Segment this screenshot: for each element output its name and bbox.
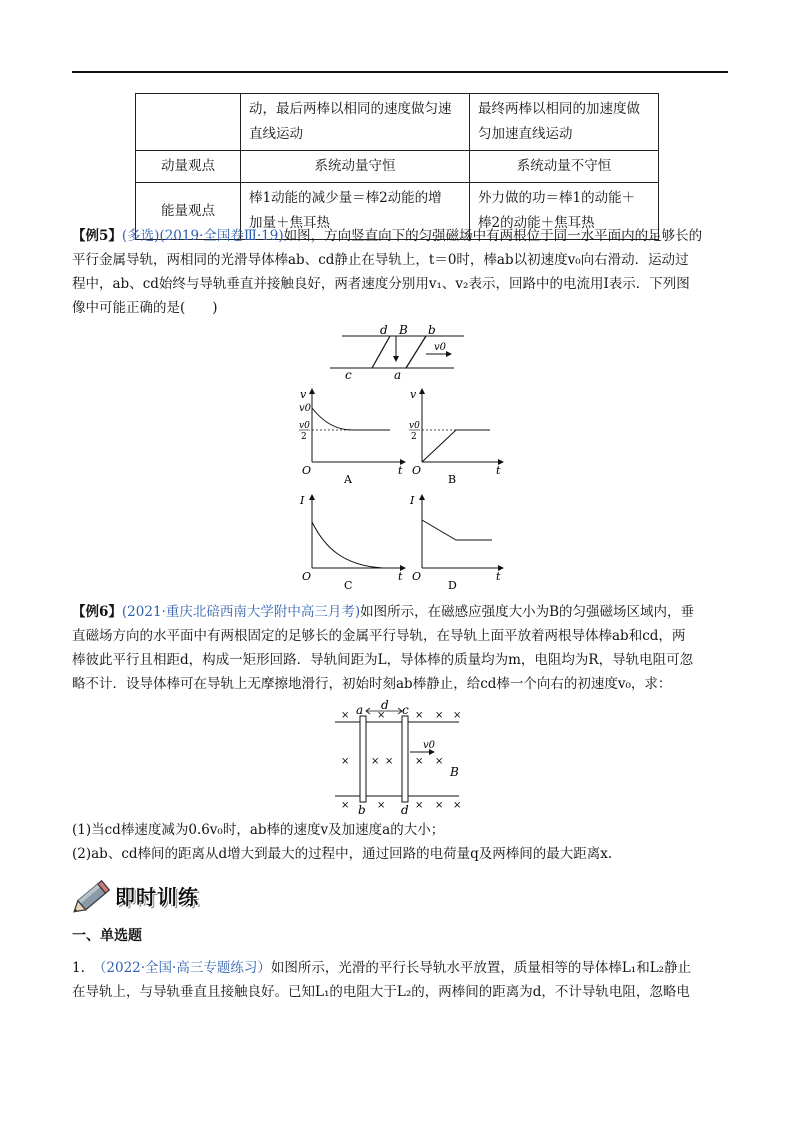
cross-mark: ×	[453, 710, 462, 721]
example-5-text	[72, 224, 736, 320]
label-d: d	[380, 323, 388, 337]
question-1-text	[72, 956, 736, 1004]
table-cell	[470, 94, 659, 151]
y-axis-label: I	[300, 494, 305, 507]
table-row	[136, 94, 659, 151]
cell-line: 加量＋焦耳热	[249, 215, 330, 231]
label-b: b	[428, 323, 436, 337]
label-a: a	[394, 368, 402, 382]
label-c: c	[345, 368, 352, 382]
label-a: a	[356, 703, 364, 717]
cell-line: 匀加速直线运动	[478, 126, 573, 142]
cross-mark: ×	[415, 710, 424, 721]
example-5-line	[72, 224, 736, 248]
example-6-line-text: 如图所示，在磁感应强度大小为B的匀强磁场区域内，垂	[360, 604, 695, 620]
cell-line: 外力做的功＝棒1的动能＋	[478, 190, 636, 206]
question-number: 1.	[72, 960, 85, 976]
x-axis-label: t	[496, 464, 501, 477]
cross-mark: ×	[377, 800, 386, 811]
cell-line: 棒1动能的减少量＝棒2动能的增	[249, 190, 442, 206]
training-banner	[72, 873, 222, 917]
graph-C	[298, 490, 410, 590]
example-6-line: 直磁场方向的水平面中有两根固定的足够长的金属平行导轨，在导轨上面平放着两根导体棒ab和cd，两	[72, 628, 686, 644]
cross-mark: ×	[371, 756, 380, 767]
question-1-line-text: 如图所示，光滑的平行长导轨水平放置，质量相等的导体棒L₁和L₂静止	[270, 960, 692, 976]
question-1-source-link[interactable]: （2022·全国·高三专题练习）	[92, 960, 271, 976]
table-row	[136, 151, 659, 183]
y-axis-label: v	[410, 388, 417, 401]
cell-line: 棒2的动能＋焦耳热	[478, 215, 595, 231]
example-6-source-link[interactable]: (2021·重庆北碚西南大学附中高三月考)	[121, 604, 361, 620]
example-5-line: 平行金属导轨，两相同的光滑导体棒ab、cd静止在导轨上，t＝0时，棒ab以初速度v₀向右滑动．运动过	[72, 252, 689, 268]
cross-mark: ×	[415, 800, 424, 811]
question-part-2: (2)ab、cd棒间的距离从d增大到最大的过程中，通过回路的电荷量q及两棒间的最大距离x.	[72, 846, 613, 862]
cross-mark: ×	[415, 756, 424, 767]
label-B: B	[399, 323, 408, 337]
graph-caption: C	[344, 579, 353, 590]
tick-half-num: v0	[299, 421, 310, 431]
cross-mark: ×	[377, 710, 386, 721]
example-5-line: 程中，ab、cd始终与导轨垂直并接触良好，两者速度分别用v₁、v₂表示，回路中的电流用I表示．下列图	[72, 276, 690, 292]
row-header-momentum: 动量观点	[136, 151, 241, 183]
label-b: b	[358, 803, 366, 817]
example-6-questions	[72, 818, 736, 866]
tick-half-num: v0	[409, 421, 420, 431]
y-axis-label: I	[410, 494, 415, 507]
graph-caption: A	[344, 473, 352, 484]
example-5-line-text: 如图，方向竖直向下的匀强磁场中有两根位于同一水平面内的足够长的	[283, 228, 703, 244]
cross-mark: ×	[453, 800, 462, 811]
tick-v0: v0	[299, 403, 312, 414]
graph-caption: B	[448, 473, 457, 484]
table-cell	[136, 94, 241, 151]
cell-line: 最终两棒以相同的加速度做	[478, 101, 640, 117]
label-d-distance: d	[381, 700, 389, 712]
example-6-tag: 【例6】	[72, 604, 122, 620]
section-title: 一、单选题	[72, 928, 142, 944]
question-part-1: (1)当cd棒速度减为0.6v₀时，ab棒的速度v及加速度a的大小；	[72, 822, 445, 838]
label-B: B	[450, 765, 459, 779]
example-6-line: 棒彼此平行且相距d，构成一矩形回路．导轨间距为L，导体棒的质量均为m，电阻均为R，导轨电阻可忽	[72, 652, 694, 668]
label-c: c	[402, 703, 409, 717]
pencil-icon	[72, 873, 116, 917]
table-cell: 系统动量不守恒	[470, 151, 659, 183]
header-rule	[72, 71, 728, 73]
cross-mark: ×	[435, 710, 444, 721]
cell-line: 动，最后两棒以相同的速度做匀速	[249, 101, 452, 117]
cross-mark: ×	[341, 756, 350, 767]
comparison-table	[135, 93, 659, 240]
graph-D	[408, 490, 520, 590]
cell-line: 直线运动	[249, 126, 303, 142]
origin-label: O	[412, 570, 422, 583]
x-axis-label: t	[398, 570, 403, 583]
graph-A	[298, 386, 410, 484]
x-axis-label: t	[496, 570, 501, 583]
y-axis-label: v	[300, 388, 307, 401]
example-6-line: 略不计．设导体棒可在导轨上无摩擦地滑行，初始时刻ab棒静止，给cd棒一个向右的初速度v₀，求：	[72, 676, 672, 692]
rails-figure-ex5	[330, 322, 480, 382]
label-d: d	[401, 803, 409, 817]
label-v0: v0	[423, 740, 436, 751]
table-cell	[241, 94, 470, 151]
example-5-source-link[interactable]: (多选)(2019·全国卷Ⅲ·19)	[121, 228, 284, 244]
origin-label: O	[302, 570, 312, 583]
table-cell: 系统动量守恒	[241, 151, 470, 183]
x-axis-label: t	[398, 464, 403, 477]
cross-mark: ×	[435, 800, 444, 811]
graph-caption: D	[448, 579, 457, 590]
rails-figure-ex6	[335, 700, 465, 818]
graph-B	[408, 386, 520, 484]
cross-mark: ×	[341, 800, 350, 811]
example-5-line: 像中可能正确的是( )	[72, 300, 218, 316]
cross-mark: ×	[435, 756, 444, 767]
training-banner-title: 即时训练	[115, 885, 199, 909]
origin-label: O	[302, 464, 312, 477]
tick-half-den: 2	[301, 432, 307, 442]
row-header-energy: 能量观点	[136, 183, 241, 240]
example-6-line	[72, 600, 736, 624]
cross-mark: ×	[385, 756, 394, 767]
example-6-text	[72, 600, 736, 696]
question-1-line	[72, 956, 736, 980]
cross-mark: ×	[341, 710, 350, 721]
example-5-tag: 【例5】	[72, 228, 122, 244]
origin-label: O	[412, 464, 422, 477]
tick-half-den: 2	[411, 432, 417, 442]
label-v0: v0	[434, 342, 447, 353]
question-1-line: 在导轨上，与导轨垂直且接触良好。已知L₁的电阻大于L₂的，两棒间的距离为d，不计导轨电阻，忽略电	[72, 984, 690, 1000]
